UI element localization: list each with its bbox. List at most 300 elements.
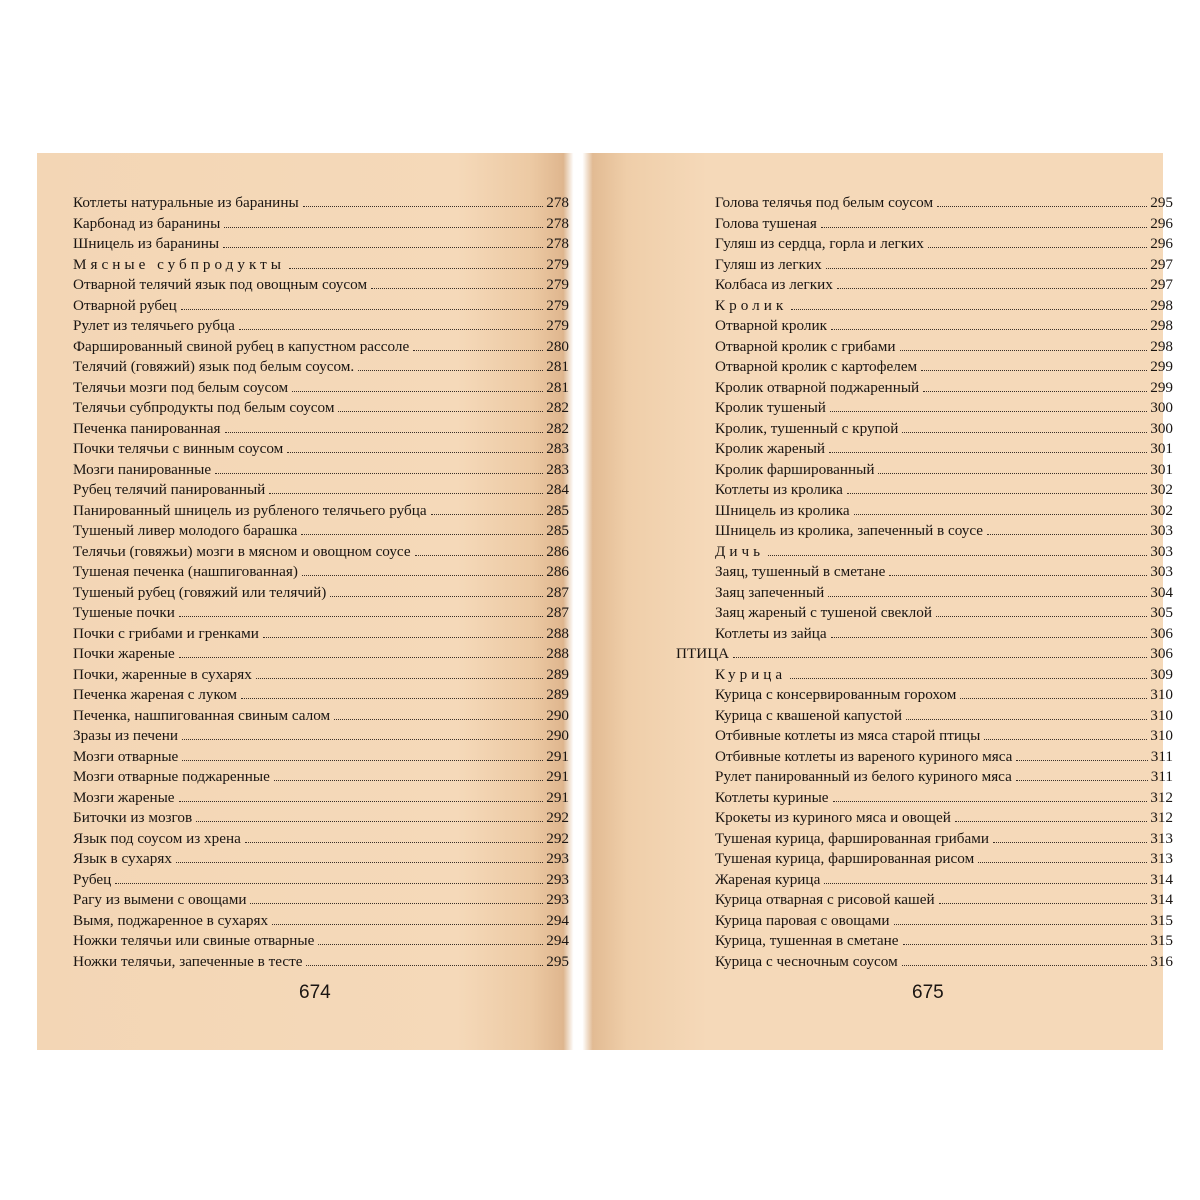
toc-entry-page: 302 (1150, 481, 1173, 498)
toc-entry-page: 280 (546, 337, 569, 355)
toc-entry-title: Кролик тушеный (715, 399, 826, 416)
dot-leader (921, 370, 1147, 371)
toc-entry-title: Шницель из кролика (715, 501, 850, 519)
dot-leader (181, 309, 543, 310)
toc-entry-page: 310 (1150, 686, 1173, 703)
dot-leader (790, 678, 1147, 679)
dot-leader (272, 924, 543, 925)
dot-leader (256, 678, 543, 679)
toc-entry-page: 295 (1150, 194, 1173, 211)
toc-entry-page: 298 (1150, 296, 1173, 314)
toc-entry (676, 685, 1173, 706)
toc-entry-title: Печенка панированная (73, 419, 221, 437)
dot-leader (241, 698, 543, 699)
dot-leader (301, 534, 543, 535)
dot-leader (239, 329, 543, 330)
dot-leader (225, 432, 544, 433)
toc-entry-page: 278 (546, 194, 569, 211)
toc-entry-title: Почки жареные (73, 645, 175, 662)
toc-entry-page: 316 (1150, 952, 1173, 970)
dot-leader (768, 555, 1147, 556)
dot-leader (960, 698, 1147, 699)
toc-entry (73, 337, 569, 358)
dot-leader (179, 657, 543, 658)
toc-entry-page: 291 (546, 747, 569, 765)
dot-leader (1016, 760, 1147, 761)
toc-entry-title: Отбивные котлеты из мяса старой птицы (715, 727, 981, 744)
toc-entry-page: 279 (546, 255, 569, 273)
dot-leader (371, 288, 543, 289)
toc-entry-title: Почки с грибами и гренками (73, 624, 259, 642)
dot-leader (978, 862, 1147, 863)
dot-leader (196, 821, 543, 822)
toc-entry-title: Рубец телячий панированный (73, 481, 266, 498)
toc-entry-page: 287 (546, 583, 569, 601)
toc-entry-title: Котлеты натуральные из баранины (73, 194, 299, 211)
toc-entry-page: 283 (546, 440, 569, 457)
toc-entry-title: Мясные субпродукты (73, 255, 285, 273)
toc-entry-page: 306 (1150, 645, 1173, 662)
toc-entry-title: Отбивные котлеты из вареного куриного мяса (715, 747, 1013, 765)
toc-entry-page: 315 (1150, 911, 1173, 929)
dot-leader (115, 883, 543, 884)
toc-entry (73, 870, 569, 891)
toc-entry-title: Мозги отварные поджаренные (73, 768, 270, 785)
toc-entry-title: Дичь (715, 542, 765, 560)
toc-entry-page: 312 (1150, 788, 1173, 806)
dot-leader (303, 206, 544, 207)
toc-entry-page: 279 (546, 276, 569, 293)
toc-entry (73, 767, 569, 788)
dot-leader (250, 903, 543, 904)
dot-leader (330, 596, 543, 597)
toc-entry (73, 214, 569, 235)
dot-leader (928, 247, 1147, 248)
toc-entry-title: Курица, тушенная в сметане (715, 932, 899, 949)
toc-entry-page: 293 (546, 870, 569, 888)
toc-entry-title: Гуляш из сердца, горла и легких (715, 235, 924, 252)
toc-entry (73, 890, 569, 911)
toc-entry (73, 398, 569, 419)
toc-entry (73, 644, 569, 665)
toc-entry-page: 293 (546, 891, 569, 908)
toc-entry-page: 305 (1150, 604, 1173, 621)
left-page-number: 674 (299, 982, 331, 1003)
toc-entry-title: Отварной кролик (715, 317, 828, 334)
toc-entry (676, 398, 1173, 419)
toc-entry (676, 234, 1173, 255)
toc-entry-page: 285 (546, 501, 569, 519)
toc-entry-title: Рулет из телячьего рубца (73, 317, 235, 334)
toc-entry-page: 296 (1150, 214, 1173, 232)
toc-entry (676, 193, 1173, 214)
toc-entry-page: 298 (1150, 337, 1173, 355)
toc-entry-page: 312 (1150, 809, 1173, 826)
dot-leader (906, 719, 1147, 720)
toc-entry-title: Котлеты куриные (715, 788, 829, 806)
toc-entry-title: Рагу из вымени с овощами (73, 891, 247, 908)
toc-entry-page: 288 (546, 624, 569, 642)
toc-entry (73, 439, 569, 460)
toc-entry-title: Панированный шницель из рубленого телячьего рубца (73, 501, 427, 519)
book-spread (37, 153, 1173, 1050)
toc-entry-page: 294 (546, 911, 569, 929)
toc-entry (73, 316, 569, 337)
toc-entry-title: Тушеный ливер молодого барашка (73, 522, 298, 539)
dot-leader (413, 350, 543, 351)
dot-leader (902, 432, 1147, 433)
toc-entry-title: Кролик, тушенный с крупой (715, 419, 899, 437)
toc-entry-title: ПТИЦА (676, 645, 730, 662)
toc-entry (73, 234, 569, 255)
dot-leader (431, 514, 544, 515)
toc-entry-title: Тушеная печенка (нашпигованная) (73, 563, 298, 580)
toc-entry-title: Мозги панированные (73, 460, 212, 478)
toc-entry-page: 299 (1150, 358, 1173, 375)
dot-leader (833, 801, 1148, 802)
toc-entry-page: 293 (546, 850, 569, 867)
toc-entry (73, 706, 569, 727)
dot-leader (984, 739, 1147, 740)
toc-entry-page: 314 (1150, 891, 1173, 908)
toc-entry-page: 288 (546, 645, 569, 662)
toc-entry-title: Курица (715, 665, 787, 683)
toc-entry-page: 291 (546, 768, 569, 785)
toc-entry-page: 291 (546, 788, 569, 806)
toc-entry (676, 931, 1173, 952)
toc-entry-page: 303 (1150, 563, 1173, 580)
toc-entry (676, 316, 1173, 337)
dot-leader (269, 493, 543, 494)
toc-entry (73, 788, 569, 809)
toc-entry-title: Отварной кролик с картофелем (715, 358, 918, 375)
toc-entry (676, 726, 1173, 747)
toc-entry-title: Гуляш из легких (715, 255, 822, 273)
toc-entry-title: Тушеный рубец (говяжий или телячий) (73, 583, 327, 601)
toc-entry-title: Голова телячья под белым соусом (715, 194, 934, 211)
toc-entry-title: Карбонад из баранины (73, 214, 221, 232)
right-toc-list (676, 193, 1173, 972)
toc-entry (73, 275, 569, 296)
toc-entry-title: Печенка, нашпигованная свиным салом (73, 706, 331, 724)
toc-entry-title: Зразы из печени (73, 727, 178, 744)
toc-entry-page: 292 (546, 809, 569, 826)
toc-entry-page: 295 (546, 952, 569, 970)
toc-entry (73, 829, 569, 850)
toc-entry-page: 314 (1150, 870, 1173, 888)
toc-entry-title: Рубец (73, 870, 112, 888)
dot-leader (831, 637, 1148, 638)
toc-entry-title: Вымя, поджаренное в сухарях (73, 911, 269, 929)
dot-leader (179, 801, 544, 802)
toc-entry-title: Почки телячьи с винным соусом (73, 440, 284, 457)
toc-entry (676, 460, 1173, 481)
toc-entry (73, 480, 569, 501)
toc-entry-page: 278 (546, 214, 569, 232)
toc-entry-title: Заяц, тушенный в сметане (715, 563, 886, 580)
dot-leader (338, 411, 543, 412)
toc-entry (73, 521, 569, 542)
dot-leader (245, 842, 543, 843)
dot-leader (182, 760, 543, 761)
toc-entry-title: Телячьи мозги под белым соусом (73, 378, 289, 396)
toc-entry-page: 306 (1150, 624, 1173, 642)
toc-entry-page: 301 (1150, 440, 1173, 457)
toc-entry (676, 255, 1173, 276)
toc-entry-title: Курица с консервированным горохом (715, 686, 957, 703)
toc-entry-title: Шницель из кролика, запеченный в соусе (715, 522, 984, 539)
toc-entry-page: 297 (1150, 255, 1173, 273)
toc-entry (676, 480, 1173, 501)
toc-entry (73, 378, 569, 399)
toc-entry (676, 378, 1173, 399)
toc-entry-title: Биточки из мозгов (73, 809, 193, 826)
toc-entry (73, 357, 569, 378)
toc-entry-page: 301 (1150, 460, 1173, 478)
dot-leader (224, 227, 543, 228)
toc-entry-page: 282 (546, 399, 569, 416)
dot-leader (179, 616, 543, 617)
dot-leader (302, 575, 543, 576)
dot-leader (223, 247, 543, 248)
dot-leader (821, 227, 1147, 228)
toc-entry (676, 706, 1173, 727)
toc-entry-page: 300 (1150, 399, 1173, 416)
toc-entry-title: Ножки телячьи, запеченные в тесте (73, 952, 303, 970)
toc-entry-title: Мозги отварные (73, 747, 179, 765)
toc-entry (73, 562, 569, 583)
toc-entry-page: 294 (546, 932, 569, 949)
toc-entry-page: 310 (1150, 706, 1173, 724)
toc-entry-page: 287 (546, 604, 569, 621)
toc-entry (73, 296, 569, 317)
dot-leader (900, 350, 1148, 351)
toc-entry (676, 419, 1173, 440)
toc-entry (676, 521, 1173, 542)
toc-entry-title: Отварной кролик с грибами (715, 337, 896, 355)
toc-entry-title: Телячьи субпродукты под белым соусом (73, 399, 335, 416)
toc-entry-page: 286 (546, 542, 569, 560)
dot-leader (847, 493, 1147, 494)
toc-entry-title: Котлеты из зайца (715, 624, 827, 642)
dot-leader (894, 924, 1148, 925)
toc-entry (73, 624, 569, 645)
toc-entry-page: 297 (1150, 276, 1173, 293)
dot-leader (830, 411, 1147, 412)
toc-entry (73, 501, 569, 522)
dot-leader (955, 821, 1147, 822)
dot-leader (824, 883, 1147, 884)
dot-leader (287, 452, 543, 453)
toc-entry-page: 290 (546, 727, 569, 744)
toc-entry-page: 286 (546, 563, 569, 580)
toc-entry (676, 747, 1173, 768)
toc-entry (73, 685, 569, 706)
toc-entry (676, 890, 1173, 911)
toc-entry (676, 829, 1173, 850)
dot-leader (828, 596, 1147, 597)
dot-leader (903, 944, 1148, 945)
toc-entry (676, 870, 1173, 891)
dot-leader (993, 842, 1147, 843)
toc-entry (73, 747, 569, 768)
toc-entry-page: 283 (546, 460, 569, 478)
toc-entry-title: Фаршированный свиной рубец в капустном рассоле (73, 337, 410, 355)
toc-entry (676, 952, 1173, 973)
dot-leader (987, 534, 1147, 535)
dot-leader (334, 719, 543, 720)
toc-entry-title: Колбаса из легких (715, 276, 833, 293)
toc-entry (73, 849, 569, 870)
dot-leader (826, 268, 1147, 269)
toc-entry-page: 290 (546, 706, 569, 724)
toc-entry (73, 419, 569, 440)
dot-leader (292, 391, 543, 392)
toc-entry-title: Кролик жареный (715, 440, 826, 457)
dot-leader (1016, 780, 1148, 781)
toc-entry-title: Телячьи (говяжьи) мозги в мясном и овощном соусе (73, 542, 411, 560)
dot-leader (831, 329, 1147, 330)
toc-entry (676, 644, 1173, 665)
dot-leader (176, 862, 543, 863)
toc-entry (676, 583, 1173, 604)
toc-entry-title: Голова тушеная (715, 214, 817, 232)
toc-entry-page: 311 (1150, 768, 1173, 785)
toc-entry-title: Шницель из баранины (73, 235, 220, 252)
toc-entry-page: 285 (546, 522, 569, 539)
toc-entry (676, 603, 1173, 624)
toc-entry (676, 562, 1173, 583)
dot-leader (854, 514, 1148, 515)
toc-entry-page: 298 (1150, 317, 1173, 334)
toc-entry-page: 315 (1150, 932, 1173, 949)
toc-entry-title: Курица с чесночным соусом (715, 952, 898, 970)
toc-entry (676, 911, 1173, 932)
toc-entry (676, 275, 1173, 296)
toc-entry-page: 282 (546, 419, 569, 437)
toc-entry (676, 624, 1173, 645)
dot-leader (939, 903, 1148, 904)
toc-entry-page: 289 (546, 665, 569, 683)
dot-leader (902, 965, 1148, 966)
toc-entry (676, 296, 1173, 317)
toc-entry-title: Заяц жареный с тушеной свеклой (715, 604, 932, 621)
dot-leader (182, 739, 543, 740)
toc-entry (73, 911, 569, 932)
toc-entry (676, 357, 1173, 378)
dot-leader (318, 944, 543, 945)
toc-entry (676, 808, 1173, 829)
toc-entry-title: Язык в сухарях (73, 850, 172, 867)
toc-entry (73, 193, 569, 214)
dot-leader (733, 657, 1147, 658)
toc-entry-title: Котлеты из кролика (715, 481, 843, 498)
toc-entry-page: 303 (1150, 522, 1173, 539)
toc-entry-page: 289 (546, 686, 569, 703)
dot-leader (358, 370, 543, 371)
toc-entry (676, 439, 1173, 460)
toc-entry (73, 665, 569, 686)
dot-leader (289, 268, 543, 269)
dot-leader (306, 965, 543, 966)
toc-entry-title: Тушеная курица, фаршированная грибами (715, 829, 989, 847)
toc-entry (73, 603, 569, 624)
toc-entry-page: 302 (1150, 501, 1173, 519)
toc-entry-title: Почки, жаренные в сухарях (73, 665, 252, 683)
toc-entry-page: 296 (1150, 235, 1173, 252)
toc-entry-page: 300 (1150, 419, 1173, 437)
toc-entry (73, 460, 569, 481)
toc-entry (73, 931, 569, 952)
toc-entry-title: Рулет панированный из белого куриного мяса (715, 768, 1012, 785)
toc-entry-title: Кролик (715, 296, 788, 314)
toc-entry-title: Курица отварная с рисовой кашей (715, 891, 935, 908)
dot-leader (791, 309, 1147, 310)
toc-entry-page: 284 (546, 481, 569, 498)
toc-entry-page: 281 (546, 378, 569, 396)
dot-leader (889, 575, 1147, 576)
dot-leader (829, 452, 1147, 453)
toc-entry-title: Курица паровая с овощами (715, 911, 890, 929)
toc-entry-page: 281 (546, 358, 569, 375)
toc-entry (676, 214, 1173, 235)
toc-entry-title: Ножки телячьи или свиные отварные (73, 932, 315, 949)
toc-entry-page: 309 (1150, 665, 1173, 683)
toc-entry (73, 583, 569, 604)
dot-leader (923, 391, 1147, 392)
toc-entry-title: Телячий (говяжий) язык под белым соусом. (73, 358, 355, 375)
toc-entry-page: 299 (1150, 378, 1173, 396)
toc-entry (73, 726, 569, 747)
toc-entry-page: 278 (546, 235, 569, 252)
left-toc-list (73, 193, 569, 972)
toc-entry-page: 310 (1150, 727, 1173, 744)
toc-entry-page: 279 (546, 296, 569, 314)
dot-leader (837, 288, 1147, 289)
toc-entry-title: Заяц запеченный (715, 583, 825, 601)
toc-entry (676, 665, 1173, 686)
right-page-number: 675 (912, 982, 944, 1003)
toc-entry-title: Крокеты из куриного мяса и овощей (715, 809, 951, 826)
dot-leader (263, 637, 543, 638)
dot-leader (878, 473, 1147, 474)
toc-entry-title: Отварной рубец (73, 296, 177, 314)
toc-entry (73, 255, 569, 276)
toc-entry-title: Курица с квашеной капустой (715, 706, 902, 724)
toc-entry (676, 337, 1173, 358)
toc-entry-page: 292 (546, 829, 569, 847)
toc-entry-title: Кролик отварной поджаренный (715, 378, 920, 396)
toc-entry-title: Кролик фаршированный (715, 460, 875, 478)
dot-leader (274, 780, 543, 781)
toc-entry (676, 542, 1173, 563)
toc-entry (676, 767, 1173, 788)
dot-leader (936, 616, 1147, 617)
toc-entry-title: Печенка жареная с луком (73, 686, 237, 703)
toc-entry-page: 313 (1150, 850, 1173, 867)
toc-entry (73, 952, 569, 973)
toc-entry (676, 501, 1173, 522)
dot-leader (415, 555, 544, 556)
toc-entry-title: Тушеная курица, фаршированная рисом (715, 850, 975, 867)
toc-entry-title: Мозги жареные (73, 788, 175, 806)
toc-entry-title: Жареная курица (715, 870, 821, 888)
toc-entry-page: 304 (1150, 583, 1173, 601)
toc-entry-title: Тушеные почки (73, 604, 175, 621)
toc-entry-page: 279 (546, 317, 569, 334)
toc-entry-page: 303 (1150, 542, 1173, 560)
toc-entry (676, 849, 1173, 870)
